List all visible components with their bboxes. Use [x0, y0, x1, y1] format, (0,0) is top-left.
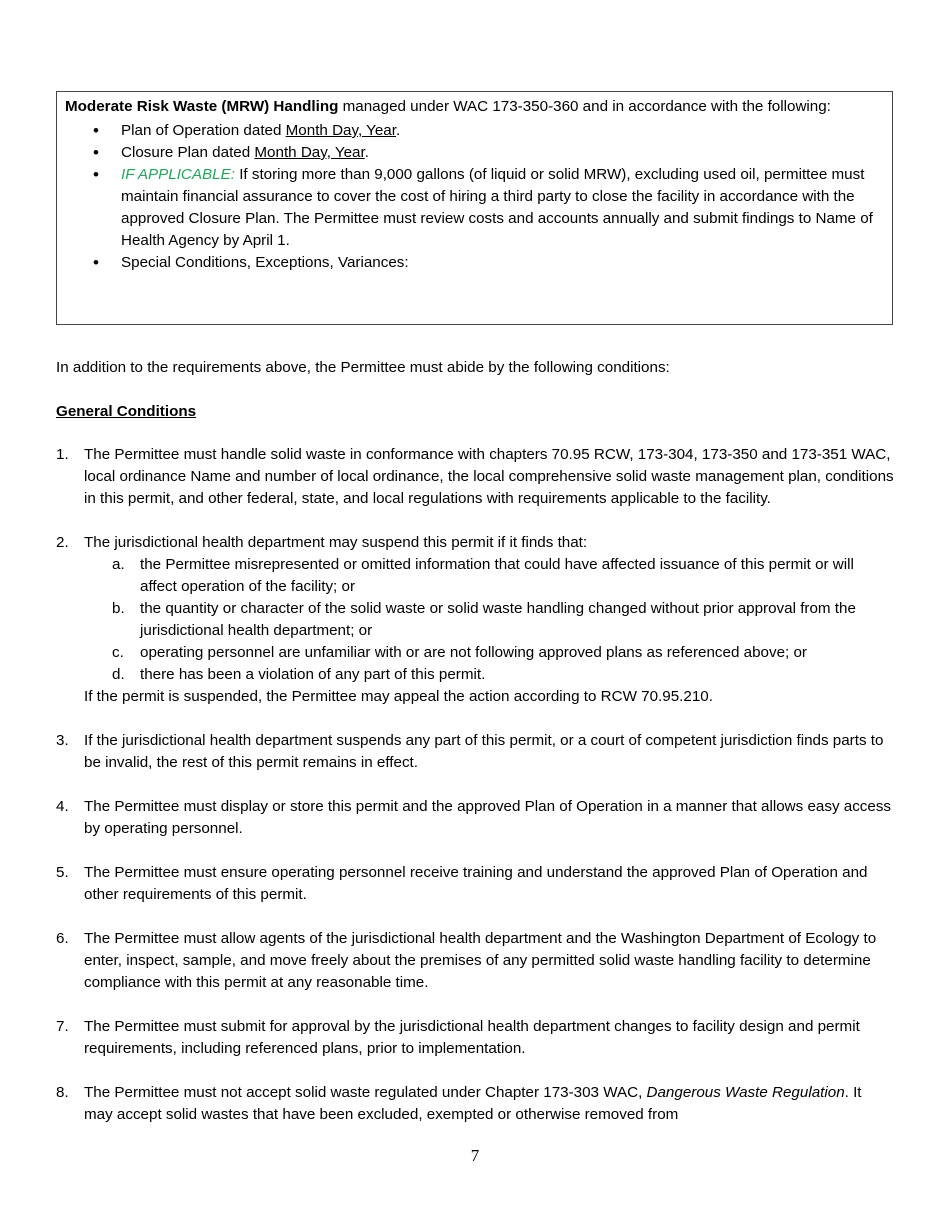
condition-7: 7. The Permittee must submit for approval by the jurisdictional health department changes to facility design and permit requirements, including referenced plans, prior to implementation. — [56, 1018, 860, 1057]
page-number: 7 — [470, 1146, 480, 1165]
mrw-intro: Moderate Risk Waste (MRW) Handling managed under WAC 173-350-360 and in accordance with the following: — [65, 98, 831, 115]
condition-1: 1. The Permittee must handle solid waste in conformance with chapters 70.95 RCW, 173-304, 173-350 and 173-351 WAC, local ordinance Name and number of local ordinance, the local comprehensive solid waste management plan, conditions in this permit, and other federal, state, and local regulations with requirements applicable to the facility. — [56, 446, 894, 507]
condition-6: 6. The Permittee must allow agents of the jurisdictional health department and the Washington Department of Ecology to enter, inspect, sample, and move freely about the premises of any permitted solid waste handling facility to determine compliance with this permit at any reasonable time. — [56, 930, 877, 991]
appeal-note: If the permit is suspended, the Permittee may appeal the action according to RCW 70.95.210. — [84, 688, 713, 705]
condition-5: 5. The Permittee must ensure operating personnel receive training and understand the approved Plan of Operation and other requirements of this permit. — [56, 864, 868, 903]
if-applicable-flag: IF APPLICABLE: — [121, 166, 235, 183]
mrw-heading: Moderate Risk Waste (MRW) Handling — [65, 98, 339, 115]
mrw-bullets — [65, 120, 884, 274]
list-item: b. the quantity or character of the solid waste or solid waste handling changed without prior approval from the jurisdictional health department; or — [112, 600, 856, 639]
general-conditions-heading: General Conditions — [56, 403, 197, 420]
date-placeholder: Month Day, Year — [285, 122, 396, 139]
list-item: c. operating personnel are unfamiliar with or are not following approved plans as referenced above; or — [112, 644, 807, 661]
condition-8: 8. The Permittee must not accept solid waste regulated under Chapter 173-303 WAC, Dangerous Waste Regulation. It may accept solid wastes that have been excluded, exempted or otherwise removed from — [56, 1084, 862, 1123]
condition-2: 2. The jurisdictional health department may suspend this permit if it finds that: a. the Permittee misrepresented or omitted information that could have affected issuance of this permit or will affect operation of the facility; or b. the quantity or character of the solid waste or solid waste handling changed without prior approval from the jurisdictional health department; or c. operating personnel are unfamiliar with or are not following approved plans as referenced above; or d. there has been a violation of any part of this permit. If the permit is suspended, the Permittee may appeal the action according to RCW 70.95.210. — [56, 532, 894, 708]
date-placeholder: Month Day, Year — [254, 144, 365, 161]
suspension-reasons — [84, 554, 894, 686]
list-item: • Closure Plan dated Month Day, Year. — [121, 142, 884, 164]
list-item: • Plan of Operation dated Month Day, Year. — [121, 120, 884, 142]
conditions-list — [56, 444, 894, 1126]
list-item: • IF APPLICABLE: If storing more than 9,000 gallons (of liquid or solid MRW), excluding used oil, permittee must maintain financial assurance to cover the cost of hiring a third party to close the facility in accordance with the approved Closure Plan. The Permittee must review costs and accounts annually and submit findings to Name of Health Agency by April 1. — [121, 164, 884, 252]
list-item: • Special Conditions, Exceptions, Variances: — [121, 252, 884, 274]
conditions-intro: In addition to the requirements above, the Permittee must abide by the following conditions: — [56, 359, 670, 376]
list-item: d. there has been a violation of any part of this permit. — [112, 666, 486, 683]
condition-3: 3. If the jurisdictional health department suspends any part of this permit, or a court of competent jurisdiction finds parts to be invalid, the rest of this permit remains in effect. — [56, 732, 884, 771]
list-item: a. the Permittee misrepresented or omitted information that could have affected issuance of this permit or will affect operation of the facility; or — [112, 556, 854, 595]
condition-4: 4. The Permittee must display or store this permit and the approved Plan of Operation in a manner that allows easy access by operating personnel. — [56, 798, 892, 837]
mrw-handling-box — [56, 91, 893, 325]
